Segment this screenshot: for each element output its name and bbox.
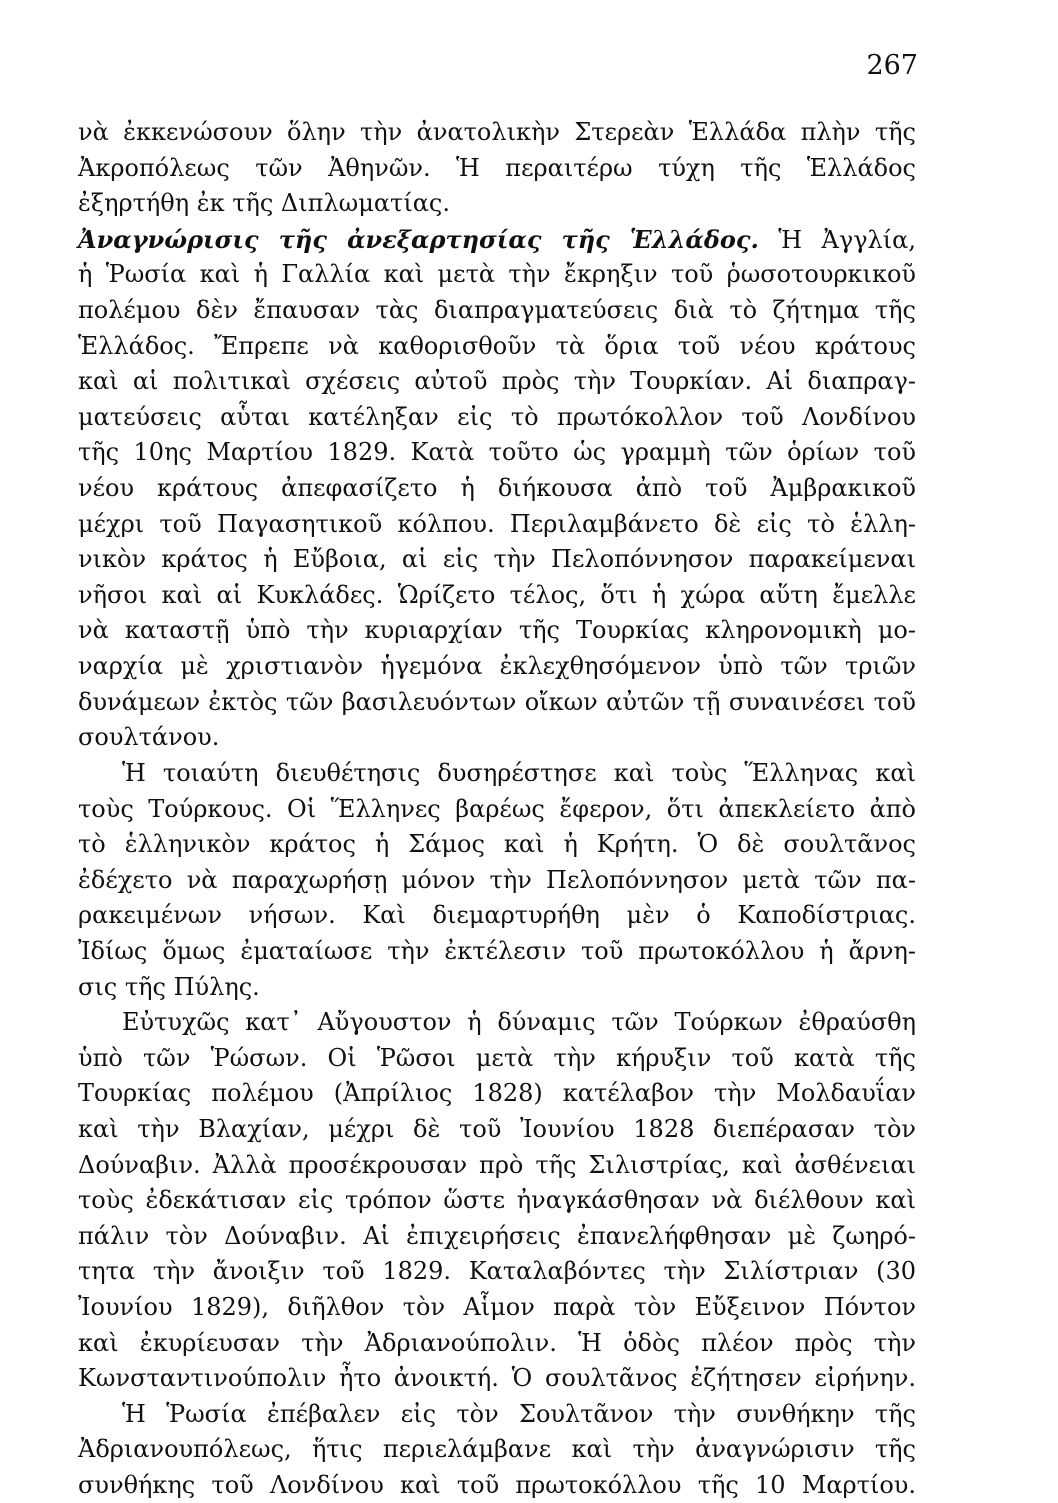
text-line: πάλιν τὸν Δούναβιν. Αἱ ἐπιχειρήσεις ἐπανελήφθησαν μὲ ζωηρό- bbox=[78, 1222, 916, 1250]
text-line: καὶ αἱ πολιτικαὶ σχέσεις αὐτοῦ πρὸς τὴν Τουρκίαν. Αἱ διαπραγ- bbox=[78, 367, 916, 395]
text-line: τοὺς ἐδεκάτισαν εἰς τρόπον ὥστε ἠναγκάσθησαν νὰ διέλθουν καὶ bbox=[78, 1186, 916, 1214]
text-line: ναρχία μὲ χριστιανὸν ἡγεμόνα ἐκλεχθησόμενον ὑπὸ τῶν τριῶν bbox=[78, 652, 916, 680]
text-line: ἐξηρτήθη ἐκ τῆς Διπλωματίας. bbox=[78, 189, 450, 217]
text-line: ἐδέχετο νὰ παραχωρήσῃ μόνον τὴν Πελοπόννησον μετὰ τῶν πα- bbox=[78, 866, 916, 894]
text-line: Δούναβιν. Ἀλλὰ προσέκρουσαν πρὸ τῆς Σιλιστρίας, καὶ ἀσθένειαι bbox=[78, 1151, 916, 1179]
text-line: καὶ ἐκυρίευσαν τὴν Ἀδριανούπολιν. Ἡ ὁδὸς πλέον πρὸς τὴν bbox=[78, 1329, 916, 1357]
text-line: Τουρκίας πολέμου (Ἀπρίλιος 1828) κατέλαβον τὴν Μολδαυΐαν bbox=[78, 1079, 916, 1107]
text-line: δυνάμεων ἐκτὸς τῶν βασιλευόντων οἴκων αὐτῶν τῇ συναινέσει τοῦ bbox=[78, 688, 916, 716]
text-line: καὶ τὴν Βλαχίαν, μέχρι δὲ τοῦ Ἰουνίου 1828 διεπέρασαν τὸν bbox=[78, 1115, 916, 1143]
text-line: Ἡ τοιαύτη διευθέτησις δυσηρέστησε καὶ τοὺς Ἕλληνας καὶ bbox=[122, 759, 916, 787]
text-line: Ἰουνίου 1829), διῆλθον τὸν Αἷμον παρὰ τὸν Εὔξεινον Πόντον bbox=[78, 1293, 916, 1321]
page-number: 267 bbox=[866, 50, 918, 81]
text-line: ρακειμένων νήσων. Καὶ διεμαρτυρήθη μὲν ὁ Καποδίστριας. bbox=[78, 901, 916, 929]
text-line: Εὐτυχῶς κατ᾽ Αὔγουστον ἡ δύναμις τῶν Τούρκων ἐθραύσθη bbox=[122, 1008, 916, 1036]
text-line: πολέμου δὲν ἔπαυσαν τὰς διαπραγματεύσεις διὰ τὸ ζήτημα τῆς bbox=[78, 296, 916, 324]
text-line: τὸ ἑλληνικὸν κράτος ἡ Σάμος καὶ ἡ Κρήτη. Ὁ δὲ σουλτᾶνος bbox=[78, 830, 916, 858]
section-heading: Ἀναγνώρισις τῆς ἀνεξαρτησίας τῆς Ἑλλάδος. bbox=[78, 225, 759, 254]
text-line: τοὺς Τούρκους. Οἱ Ἕλληνες βαρέως ἔφερον, ὅτι ἀπεκλείετο ἀπὸ bbox=[78, 795, 916, 823]
text-line: Ἡ Ῥωσία ἐπέβαλεν εἰς τὸν Σουλτᾶνον τὴν συνθήκην τῆς bbox=[122, 1400, 916, 1428]
text-line: Κωνσταντινούπολιν ἦτο ἀνοικτή. Ὁ σουλτᾶνος ἐζήτησεν εἰρήνην. bbox=[78, 1364, 916, 1392]
text-line: Ἰδίως ὅμως ἐματαίωσε τὴν ἐκτέλεσιν τοῦ πρωτοκόλλου ἡ ἄρνη- bbox=[78, 937, 916, 965]
text-line: ἡ Ῥωσία καὶ ἡ Γαλλία καὶ μετὰ τὴν ἔκρηξιν τοῦ ῥωσοτουρκικοῦ bbox=[78, 260, 916, 288]
text-line: ὑπὸ τῶν Ῥώσων. Οἱ Ῥῶσοι μετὰ τὴν κήρυξιν τοῦ κατὰ τῆς bbox=[78, 1044, 916, 1072]
text-line: συνθήκης τοῦ Λονδίνου καὶ τοῦ πρωτοκόλλου τῆς 10 Μαρτίου. bbox=[78, 1471, 916, 1499]
text-line: Ἑλλάδος. Ἔπρεπε νὰ καθορισθοῦν τὰ ὅρια τοῦ νέου κράτους bbox=[78, 332, 916, 360]
text-line: Ἀδριανουπόλεως, ἥτις περιελάμβανε καὶ τὴν ἀναγνώρισιν τῆς bbox=[78, 1435, 916, 1463]
text-line: τητα τὴν ἄνοιξιν τοῦ 1829. Καταλαβόντες τὴν Σιλίστριαν (30 bbox=[78, 1257, 916, 1285]
text-line: σουλτάνου. bbox=[78, 723, 220, 751]
text-line: νὰ ἐκκενώσουν ὅλην τὴν ἀνατολικὴν Στερεὰν Ἑλλάδα πλὴν τῆς bbox=[78, 118, 916, 146]
text-line: νέου κράτους ἀπεφασίζετο ἡ διήκουσα ἀπὸ τοῦ Ἀμβρακικοῦ bbox=[78, 474, 916, 502]
text-line: ματεύσεις αὗται κατέληξαν εἰς τὸ πρωτόκολλον τοῦ Λονδίνου bbox=[78, 403, 916, 431]
text-line: νῆσοι καὶ αἱ Κυκλάδες. Ὡρίζετο τέλος, ὅτι ἡ χώρα αὕτη ἔμελλε bbox=[78, 581, 916, 609]
text-line: μέχρι τοῦ Παγασητικοῦ κόλπου. Περιλαμβάνετο δὲ εἰς τὸ ἑλλη- bbox=[78, 510, 916, 538]
heading-line bbox=[78, 222, 916, 258]
text-line: τῆς 10ης Μαρτίου 1829. Κατὰ τοῦτο ὡς γραμμὴ τῶν ὁρίων τοῦ bbox=[78, 438, 916, 466]
heading-line-text: Ἡ Ἀγγλία, bbox=[778, 226, 916, 254]
text-line: σις τῆς Πύλης. bbox=[78, 973, 260, 1001]
text-line: νικὸν κράτος ἡ Εὔβοια, αἱ εἰς τὴν Πελοπόννησον παρακείμεναι bbox=[78, 545, 916, 573]
text-line: Ἀκροπόλεως τῶν Ἀθηνῶν. Ἡ περαιτέρω τύχη τῆς Ἑλλάδος bbox=[78, 154, 916, 182]
text-line: νὰ καταστῇ ὑπὸ τὴν κυριαρχίαν τῆς Τουρκίας κληρονομικὴ μο- bbox=[78, 616, 916, 644]
